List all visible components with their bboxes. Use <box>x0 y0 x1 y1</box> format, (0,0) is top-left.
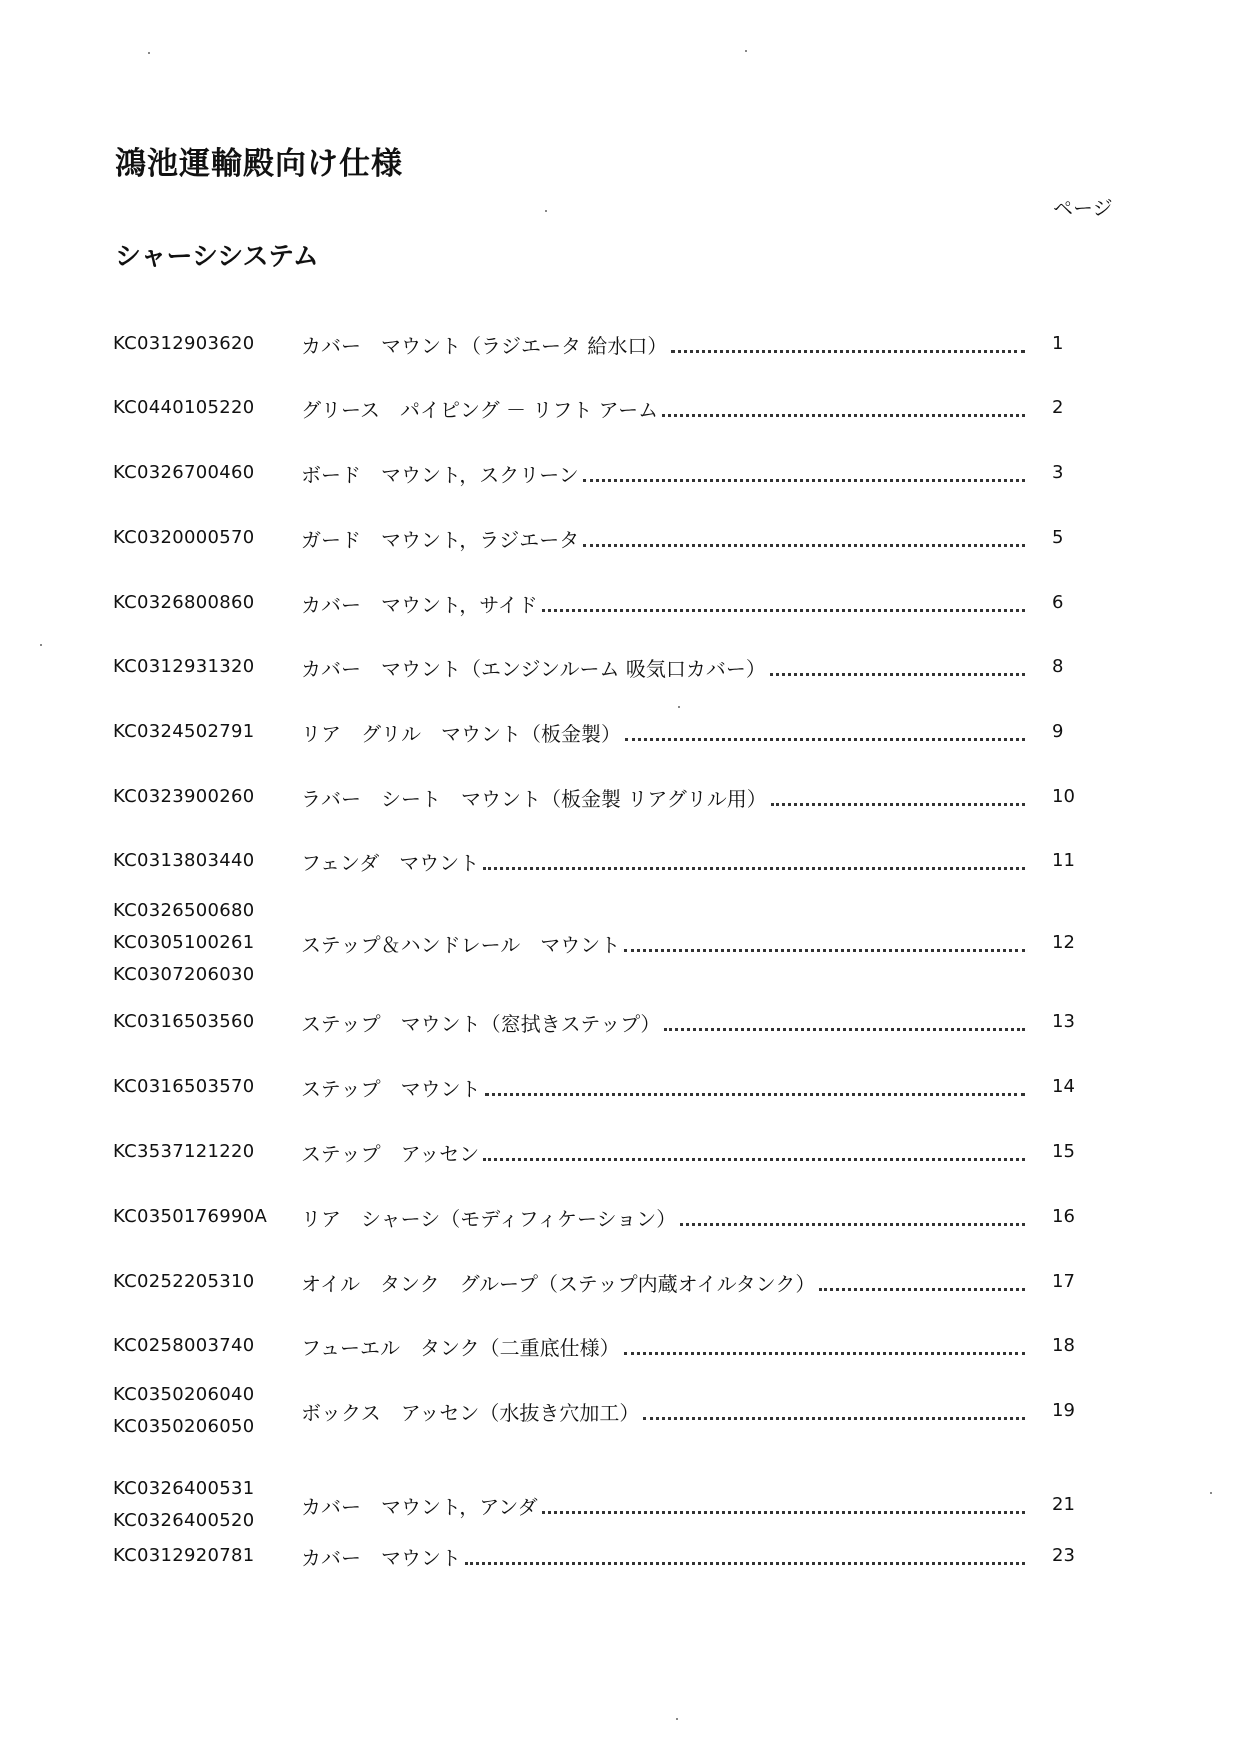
entry-title: グリース パイピング － リフト アーム <box>301 398 659 422</box>
scan-speck <box>40 644 42 646</box>
entry-title: カバー マウント <box>301 1546 461 1570</box>
scan-speck <box>745 50 747 52</box>
dot-leader <box>643 1417 1025 1420</box>
dot-leader <box>664 1028 1025 1031</box>
entry-line <box>301 1268 1031 1297</box>
part-codes <box>113 781 255 813</box>
page-number: 2 <box>1052 397 1064 418</box>
part-codes <box>113 1006 255 1038</box>
part-codes <box>113 895 255 991</box>
entry-line <box>301 1008 1031 1037</box>
page-number: 21 <box>1052 1494 1075 1515</box>
dot-leader <box>770 673 1025 676</box>
entry-title: ボード マウント，スクリーン <box>301 463 579 487</box>
part-code: KC0326500680 <box>113 900 255 921</box>
part-codes <box>113 1071 255 1103</box>
part-code: KC0324502791 <box>113 721 255 742</box>
scan-speck <box>545 210 547 212</box>
page-number: 9 <box>1052 721 1064 742</box>
part-codes <box>113 1540 255 1572</box>
part-codes <box>113 1330 255 1362</box>
page-number: 17 <box>1052 1271 1075 1292</box>
part-code: KC0312920781 <box>113 1545 255 1566</box>
entry-title: ステップ アッセン <box>301 1142 480 1166</box>
page-number: 23 <box>1052 1545 1075 1566</box>
entry-line <box>301 847 1031 876</box>
part-code: KC0350206040 <box>113 1384 255 1405</box>
entry-line <box>301 589 1031 618</box>
entry-line <box>301 330 1031 359</box>
entry-line <box>301 459 1031 488</box>
part-code: KC0326700460 <box>113 462 255 483</box>
part-code: KC0316503570 <box>113 1076 255 1097</box>
page-number: 12 <box>1052 932 1075 953</box>
dot-leader <box>680 1223 1025 1226</box>
entry-line <box>301 1542 1031 1571</box>
entry-title: ガード マウント，ラジエータ <box>301 528 580 552</box>
dot-leader <box>624 949 1025 952</box>
dot-leader <box>485 1093 1025 1096</box>
entry-title: フェンダ マウント <box>301 851 480 875</box>
entry-title: ステップ＆ハンドレール マウント <box>301 933 621 957</box>
page-number: 14 <box>1052 1076 1075 1097</box>
part-code: KC0323900260 <box>113 786 255 807</box>
part-codes <box>113 1266 255 1298</box>
part-code: KC0307206030 <box>113 964 255 985</box>
entry-title: オイル タンク グループ（ステップ内蔵オイルタンク） <box>301 1272 816 1296</box>
part-code: KC0326400520 <box>113 1510 255 1531</box>
part-code: KC0326400531 <box>113 1478 255 1499</box>
entry-line <box>301 783 1031 812</box>
entry-line <box>301 394 1031 423</box>
entry-title: リア シャーシ（モディフィケーション） <box>301 1207 677 1231</box>
part-codes <box>113 328 255 360</box>
entry-title: ラバー シート マウント（板金製 リアグリル用） <box>301 787 767 811</box>
entry-line <box>301 929 1031 958</box>
dot-leader <box>483 1158 1025 1161</box>
page-number: 15 <box>1052 1141 1075 1162</box>
part-code: KC0312931320 <box>113 656 255 677</box>
part-codes <box>113 457 255 489</box>
part-code: KC0440105220 <box>113 397 255 418</box>
part-codes <box>113 716 255 748</box>
scan-speck <box>148 52 150 54</box>
part-code: KC0320000570 <box>113 527 255 548</box>
entry-line <box>301 1332 1031 1361</box>
entry-title: カバー マウント（ラジエータ 給水口） <box>301 334 668 358</box>
dot-leader <box>771 803 1025 806</box>
part-codes <box>113 392 255 424</box>
entry-line <box>301 1491 1031 1520</box>
dot-leader <box>465 1562 1025 1565</box>
entry-title: リア グリル マウント（板金製） <box>301 722 621 746</box>
dot-leader <box>542 609 1025 612</box>
page-number: 16 <box>1052 1206 1075 1227</box>
entry-line <box>301 1138 1031 1167</box>
dot-leader <box>819 1288 1025 1291</box>
page-number: 18 <box>1052 1335 1075 1356</box>
part-code: KC0313803440 <box>113 850 255 871</box>
page-column-label: ページ <box>1053 196 1113 220</box>
entry-line <box>301 1203 1031 1232</box>
dot-leader <box>624 1352 1025 1355</box>
part-code: KC0305100261 <box>113 932 255 953</box>
page-number: 1 <box>1052 333 1064 354</box>
page-number: 11 <box>1052 850 1075 871</box>
part-codes <box>113 522 255 554</box>
page-number: 8 <box>1052 656 1064 677</box>
dot-leader <box>583 479 1025 482</box>
dot-leader <box>671 350 1025 353</box>
part-code: KC0326800860 <box>113 592 255 613</box>
entry-line <box>301 524 1031 553</box>
part-code: KC3537121220 <box>113 1141 255 1162</box>
part-codes <box>113 845 255 877</box>
page-number: 3 <box>1052 462 1064 483</box>
page-number: 5 <box>1052 527 1064 548</box>
page-number: 19 <box>1052 1400 1075 1421</box>
entry-title: フューエル タンク（二重底仕様） <box>301 1336 620 1360</box>
part-code: KC0350176990A <box>113 1206 268 1227</box>
entry-title: ステップ マウント（窓拭きステップ） <box>301 1012 661 1036</box>
part-codes <box>113 1473 255 1537</box>
entry-title: ボックス アッセン（水抜き穴加工） <box>301 1401 640 1425</box>
part-code: KC0316503560 <box>113 1011 255 1032</box>
part-codes <box>113 1201 267 1233</box>
dot-leader <box>542 1511 1025 1514</box>
page-number: 13 <box>1052 1011 1075 1032</box>
document-title: 鴻池運輸殿向け仕様 <box>115 146 403 182</box>
entry-line <box>301 1073 1031 1102</box>
entry-title: カバー マウント，アンダ <box>301 1495 538 1519</box>
dot-leader <box>483 867 1025 870</box>
part-code: KC0350206050 <box>113 1416 255 1437</box>
entry-line <box>301 1397 1031 1426</box>
part-codes <box>113 587 255 619</box>
dot-leader <box>662 414 1025 417</box>
dot-leader <box>583 544 1025 547</box>
section-heading: シャーシシステム <box>115 242 319 272</box>
part-code: KC0312903620 <box>113 333 255 354</box>
page-number: 6 <box>1052 592 1064 613</box>
scan-speck <box>676 1718 678 1720</box>
entry-title: ステップ マウント <box>301 1077 481 1101</box>
dot-leader <box>625 738 1025 741</box>
part-codes <box>113 1136 255 1168</box>
scan-speck <box>1210 1492 1212 1494</box>
page-number: 10 <box>1052 786 1075 807</box>
scan-speck <box>678 706 680 708</box>
part-code: KC0252205310 <box>113 1271 255 1292</box>
entry-title: カバー マウント，サイド <box>301 593 538 617</box>
part-codes <box>113 651 255 683</box>
part-code: KC0258003740 <box>113 1335 255 1356</box>
part-codes <box>113 1379 255 1443</box>
entry-line <box>301 653 1031 682</box>
entry-line <box>301 718 1031 747</box>
entry-title: カバー マウント（エンジンルーム 吸気口カバー） <box>301 657 766 681</box>
